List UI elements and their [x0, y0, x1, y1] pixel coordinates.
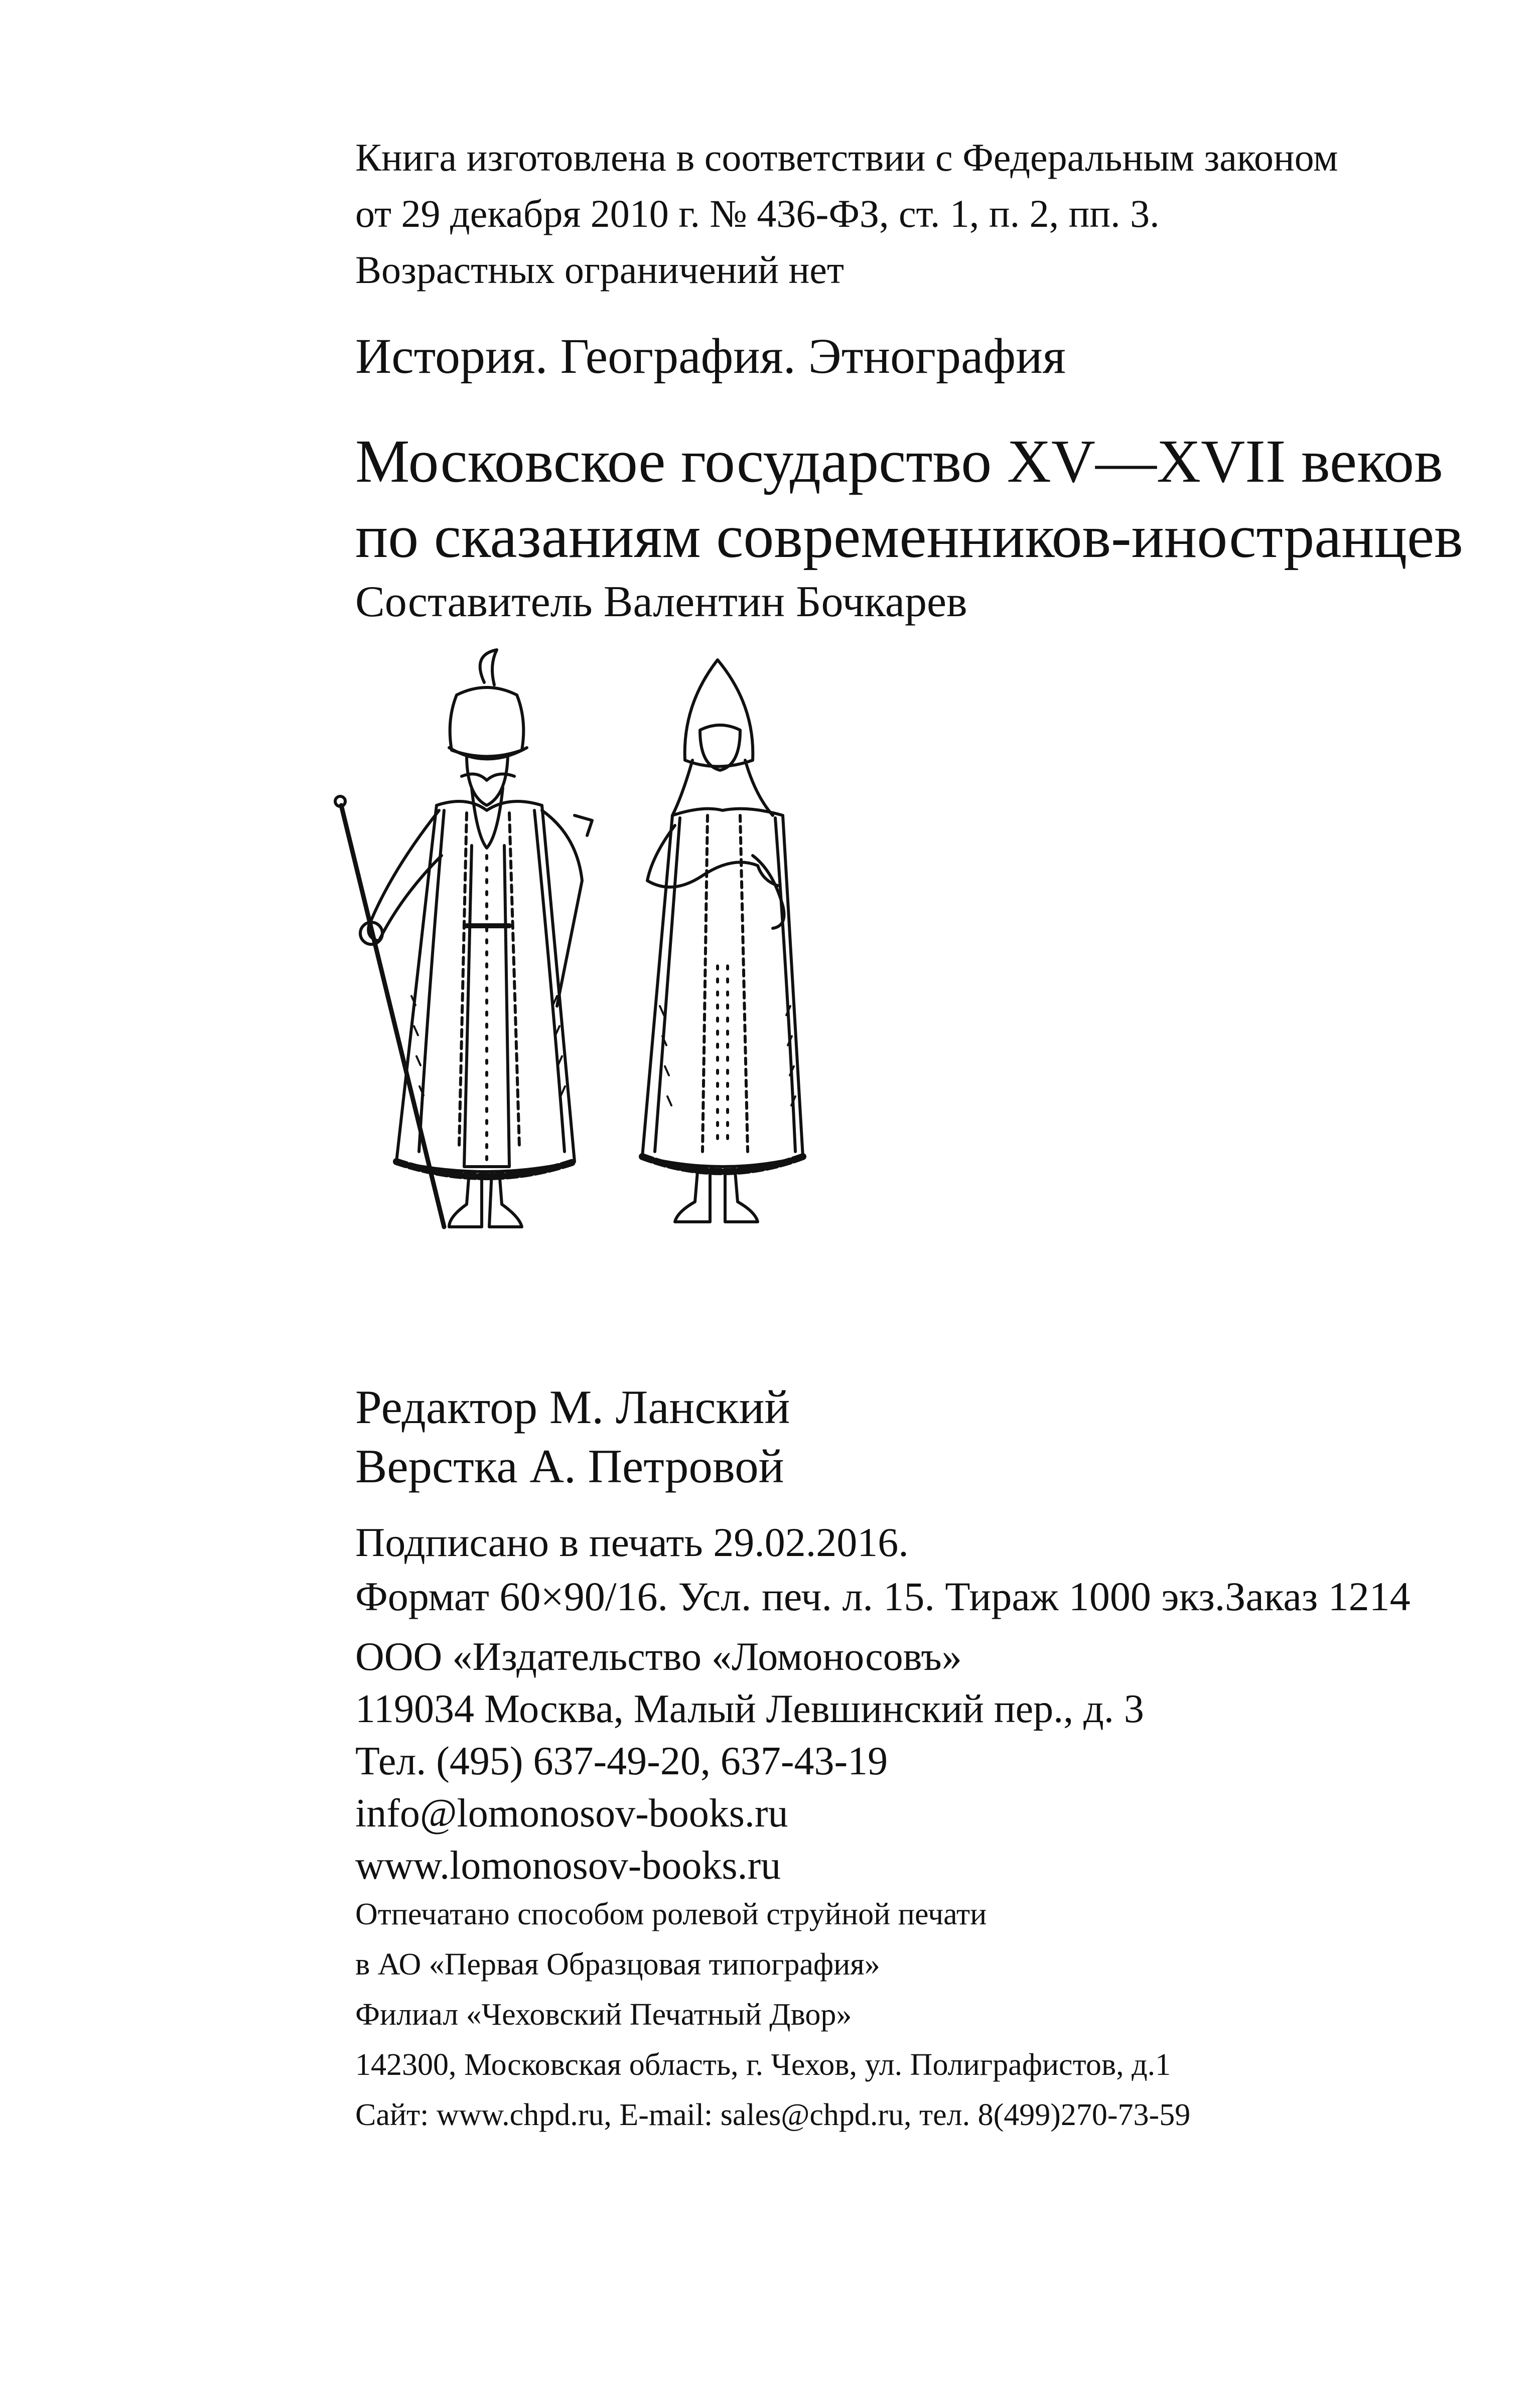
boyarina-figure	[642, 660, 803, 1222]
publisher-email: info@lomonosov-books.ru	[355, 1791, 788, 1836]
printer-line: в АО «Первая Образцовая типография»	[355, 1947, 880, 1982]
legal-line: от 29 декабря 2010 г. № 436-ФЗ, ст. 1, п. 2, пп. 3.	[355, 192, 1160, 235]
format-and-run: Формат 60×90/16. Усл. печ. л. 15. Тираж 1000 экз.Заказ 1214	[355, 1574, 1411, 1619]
print-info	[355, 1515, 1411, 1624]
publisher-name: ООО «Издательство «Ломоносовъ»	[355, 1635, 962, 1679]
printer-line: Отпечатано способом ролевой струйной печати	[355, 1897, 987, 1931]
printer-info	[355, 1889, 1190, 2140]
title-line: Московское государство XV—XVII веков	[355, 428, 1443, 495]
title-line: по сказаниям современников-иностранцев	[355, 503, 1463, 571]
signed-to-print: Подписано в печать 29.02.2016.	[355, 1519, 909, 1565]
boyar-figure	[335, 650, 592, 1227]
publisher-address: 119034 Москва, Малый Левшинский пер., д. 3	[355, 1687, 1144, 1731]
publisher-site: www.lomonosov-books.ru	[355, 1844, 781, 1888]
legal-line: Возрастных ограничений нет	[355, 248, 844, 292]
printer-line: Филиал «Чеховский Печатный Двор»	[355, 1998, 852, 2032]
staff-credits	[355, 1377, 790, 1496]
editor-credit: Редактор М. Ланский	[355, 1380, 790, 1434]
printer-line: Сайт: www.chpd.ru, E-mail: sales@chpd.ru, тел. 8(499)270-73-59	[355, 2098, 1191, 2132]
printer-line: 142300, Московская область, г. Чехов, ул. Полиграфистов, д.1	[355, 2048, 1171, 2082]
layout-credit: Верстка А. Петровой	[355, 1440, 784, 1493]
muscovite-boyar-couple-drawing	[321, 645, 873, 1247]
legal-line: Книга изготовлена в соответствии с Федеральным законом	[355, 135, 1338, 179]
book-title	[355, 424, 1463, 575]
legal-notice	[355, 129, 1338, 298]
category-heading: История. География. Этнография	[355, 328, 1066, 384]
compiler-credit: Составитель Валентин Бочкарев	[355, 578, 967, 626]
publisher-phone: Тел. (495) 637-49-20, 637-43-19	[355, 1739, 888, 1783]
publisher-info	[355, 1631, 1144, 1892]
